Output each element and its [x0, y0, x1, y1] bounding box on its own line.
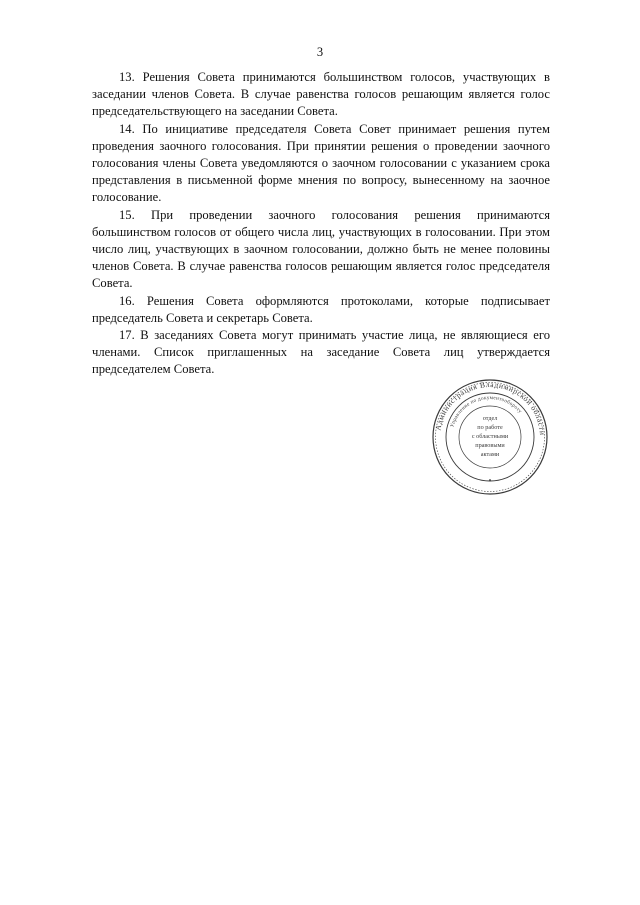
stamp-center-line: актами — [480, 451, 500, 458]
document-body — [92, 69, 550, 379]
paragraph-text: Решения Совета оформляются протоколами, которые подписывает председатель Совета и секретарь Совета. — [92, 293, 550, 325]
paragraph-number: 17. — [119, 328, 135, 343]
paragraph-text: В заседаниях Совета могут принимать участие лица, не являющиеся его членами. Список приглашенных на заседание Совета лиц утверждается председателем Совета. — [92, 328, 550, 377]
stamp-seal-icon — [430, 377, 550, 497]
paragraph-number: 14. — [119, 121, 135, 136]
paragraph-number: 16. — [119, 293, 135, 308]
stamp-outer-text: Администрация Владимирской области — [433, 379, 548, 436]
stamp-center-line: отдел — [482, 415, 498, 422]
stamp-middle-text: Управление по документообороту — [449, 394, 523, 429]
paragraph-text: При проведении заочного голосования решения принимаются большинством голосов от общего числа лиц, участвующих в голосовании. При этом число лиц, участвующих в заочном голосовании, должно быть не менее половины членов Совета. В случае равенства голосов решающим является голос председателя Совета. — [92, 207, 550, 291]
paragraph-text: Решения Совета принимаются большинством голосов, участвующих в заседании членов Совета. В случае равенства голосов решающим является голос председательствующего на заседании Совета. — [92, 70, 551, 119]
paragraph-text: По инициативе председателя Совета Совет принимает решения путем проведения заочного голосования. При принятии решения о проведении заочного голосования члены Совета уведомляются о заочном голосовании с указанием срока представления в письменной форме мнения по вопросу, вынесенному на заочное голосование. — [92, 121, 550, 205]
paragraph-16 — [92, 293, 550, 327]
stamp-center-line: с областными — [471, 433, 509, 440]
paragraph-number: 15. — [119, 207, 135, 222]
paragraph-number: 13. — [119, 70, 135, 84]
official-stamp — [430, 377, 550, 497]
paragraph-13 — [92, 69, 550, 121]
stamp-center-line: правовыми — [475, 442, 505, 449]
page-number: 3 — [316, 45, 324, 59]
paragraph-14 — [92, 121, 550, 207]
stamp-center-line: по работе — [477, 424, 503, 431]
paragraph-15 — [92, 207, 550, 293]
paragraph-17 — [92, 327, 550, 379]
